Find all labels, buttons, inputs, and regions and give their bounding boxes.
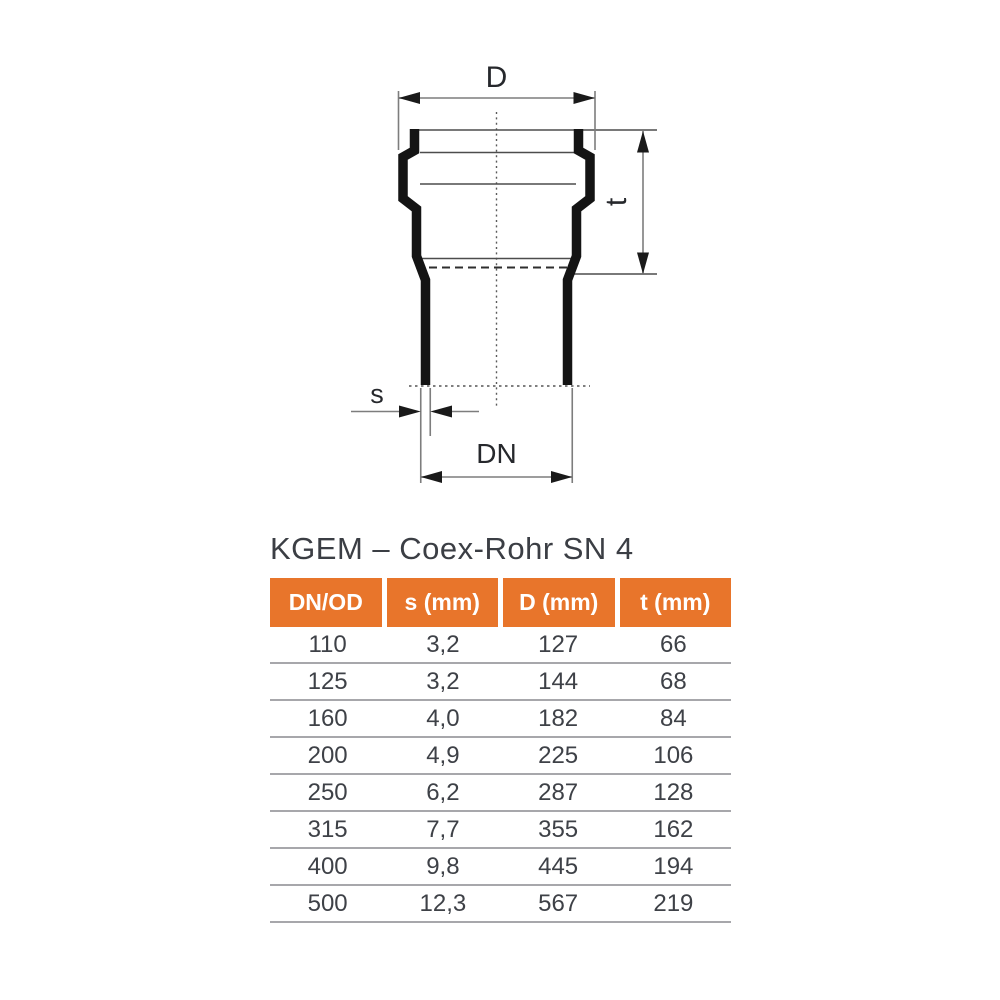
cell-s: 9,8 xyxy=(426,852,460,880)
t-arrow-bottom xyxy=(637,253,649,275)
pipe-wall-right xyxy=(568,129,591,385)
d-arrow-right xyxy=(574,92,596,104)
cell-t: 162 xyxy=(653,815,694,843)
table-row xyxy=(270,627,731,664)
column-header-s-mm: s (mm) xyxy=(387,578,499,627)
cell-t: 194 xyxy=(653,852,694,880)
dimension-dn xyxy=(421,388,573,483)
column-header-d-mm: D (mm) xyxy=(503,578,615,627)
product-title: KGEM – Coex-Rohr SN 4 xyxy=(270,531,634,566)
cell-d: 225 xyxy=(538,741,579,769)
cell-s: 3,2 xyxy=(426,667,460,695)
cell-dn-od: 200 xyxy=(307,741,348,769)
table-row xyxy=(270,701,731,738)
dimension-s-label: s xyxy=(370,379,384,409)
dimension-t xyxy=(600,131,649,274)
cell-t: 219 xyxy=(653,889,694,917)
dimension-dn-label: DN xyxy=(476,438,517,469)
table-row xyxy=(270,775,731,812)
cell-dn-od: 400 xyxy=(307,852,348,880)
cell-t: 128 xyxy=(653,778,694,806)
cell-s: 3,2 xyxy=(426,630,460,658)
cell-dn-od: 315 xyxy=(307,815,348,843)
table-row xyxy=(270,812,731,849)
dimension-d-label: D xyxy=(485,61,508,94)
pipe-wall-left xyxy=(403,129,426,385)
column-header-t-mm: t (mm) xyxy=(620,578,732,627)
cell-s: 4,0 xyxy=(426,704,460,732)
s-arrow-left xyxy=(399,406,421,418)
dn-arrow-right xyxy=(551,471,572,483)
s-arrow-right xyxy=(430,406,452,418)
spec-table-header-row xyxy=(270,578,731,627)
pipe-technical-drawing xyxy=(330,40,670,500)
dimension-d xyxy=(399,61,596,150)
cell-t: 66 xyxy=(660,630,687,658)
spec-table xyxy=(270,578,731,923)
cell-t: 84 xyxy=(660,704,687,732)
cell-s: 6,2 xyxy=(426,778,460,806)
cell-dn-od: 110 xyxy=(308,630,347,658)
cell-s: 7,7 xyxy=(426,815,460,843)
table-row xyxy=(270,664,731,701)
cell-d: 287 xyxy=(538,778,579,806)
cell-d: 355 xyxy=(538,815,579,843)
cell-dn-od: 500 xyxy=(307,889,348,917)
cell-d: 144 xyxy=(538,667,579,695)
dn-arrow-left xyxy=(421,471,442,483)
table-row xyxy=(270,886,731,923)
cell-dn-od: 160 xyxy=(307,704,348,732)
dimension-s xyxy=(351,379,479,483)
cell-d: 567 xyxy=(538,889,579,917)
cell-dn-od: 125 xyxy=(307,667,348,695)
cell-d: 182 xyxy=(538,704,579,732)
dimension-t-label: t xyxy=(600,197,633,207)
column-header-dn-od: DN/OD xyxy=(270,578,382,627)
t-arrow-top xyxy=(637,131,649,153)
cell-t: 68 xyxy=(660,667,687,695)
cell-d: 127 xyxy=(538,630,579,658)
table-row xyxy=(270,738,731,775)
cell-d: 445 xyxy=(538,852,579,880)
cell-dn-od: 250 xyxy=(307,778,348,806)
table-row xyxy=(270,849,731,886)
cell-s: 12,3 xyxy=(419,889,467,917)
cell-s: 4,9 xyxy=(426,741,460,769)
cell-t: 106 xyxy=(653,741,694,769)
d-arrow-left xyxy=(399,92,421,104)
